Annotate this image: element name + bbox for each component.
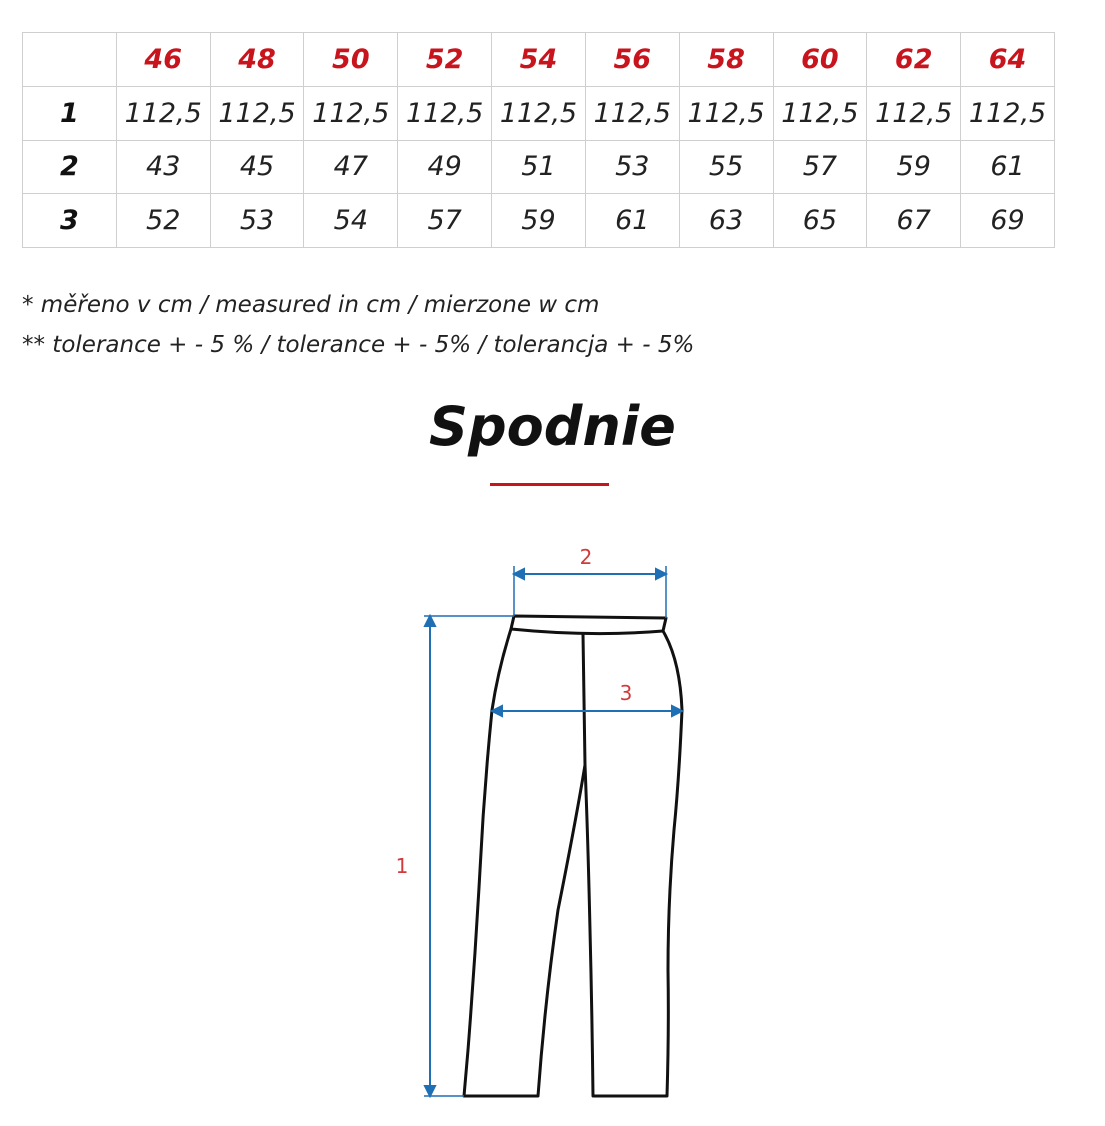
table-cell: 45 <box>210 140 304 194</box>
table-cell: 112,5 <box>398 86 492 140</box>
table-row <box>23 140 1055 194</box>
table-cell: 61 <box>585 194 679 248</box>
header-cell: 58 <box>679 33 773 87</box>
row-label: 1 <box>23 86 117 140</box>
table-cell: 47 <box>304 140 398 194</box>
table-cell: 112,5 <box>773 86 867 140</box>
header-cell: 54 <box>492 33 586 87</box>
table-cell: 65 <box>773 194 867 248</box>
header-cell: 60 <box>773 33 867 87</box>
table-cell: 43 <box>116 140 210 194</box>
size-table <box>22 32 1055 248</box>
header-cell: 62 <box>867 33 961 87</box>
table-cell: 61 <box>961 140 1055 194</box>
header-cell: 46 <box>116 33 210 87</box>
note-measurement: * měřeno v cm / measured in cm / mierzone w cm <box>22 292 600 318</box>
table-cell: 52 <box>116 194 210 248</box>
table-cell: 54 <box>304 194 398 248</box>
left-leg-outline <box>464 629 585 1096</box>
table-row <box>23 194 1055 248</box>
header-cell: 64 <box>961 33 1055 87</box>
table-cell: 53 <box>210 194 304 248</box>
table-cell: 55 <box>679 140 773 194</box>
pants-outline <box>464 616 682 1096</box>
table-cell: 63 <box>679 194 773 248</box>
table-cell: 112,5 <box>679 86 773 140</box>
header-cell: 48 <box>210 33 304 87</box>
table-cell: 59 <box>492 194 586 248</box>
header-cell: 52 <box>398 33 492 87</box>
table-row <box>23 86 1055 140</box>
waistband <box>511 616 666 634</box>
page-title: Spodnie <box>429 395 676 458</box>
table-cell: 112,5 <box>585 86 679 140</box>
pants-diagram <box>380 530 710 1110</box>
measure-2-arrow <box>514 566 666 618</box>
header-cell <box>23 33 117 87</box>
measure-1-label: 1 <box>395 854 409 878</box>
right-leg-outline <box>585 631 682 1096</box>
table-cell: 53 <box>585 140 679 194</box>
table-cell: 57 <box>398 194 492 248</box>
table-cell: 112,5 <box>867 86 961 140</box>
measure-3-label: 3 <box>619 681 633 705</box>
header-cell: 56 <box>585 33 679 87</box>
table-cell: 112,5 <box>210 86 304 140</box>
note-tolerance: ** tolerance + - 5 % / tolerance + - 5% / tolerancja + - 5% <box>22 332 695 358</box>
row-label: 3 <box>23 194 117 248</box>
table-cell: 69 <box>961 194 1055 248</box>
table-cell: 57 <box>773 140 867 194</box>
table-cell: 67 <box>867 194 961 248</box>
table-header-row <box>23 33 1055 87</box>
table-cell: 59 <box>867 140 961 194</box>
table-cell: 112,5 <box>961 86 1055 140</box>
table-cell: 112,5 <box>116 86 210 140</box>
measure-3-arrow <box>492 706 682 716</box>
table-cell: 51 <box>492 140 586 194</box>
header-cell: 50 <box>304 33 398 87</box>
row-label: 2 <box>23 140 117 194</box>
measure-2-label: 2 <box>579 545 593 569</box>
table-cell: 112,5 <box>492 86 586 140</box>
table-cell: 49 <box>398 140 492 194</box>
title-underline <box>490 483 609 486</box>
table-cell: 112,5 <box>304 86 398 140</box>
